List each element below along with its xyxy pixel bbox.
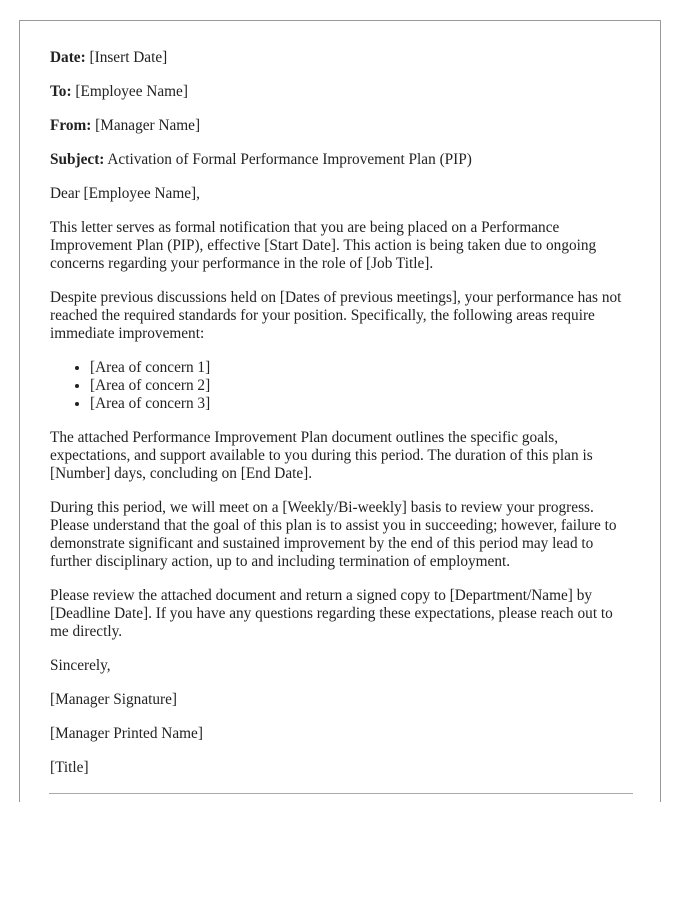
sign-off: Sincerely, — [50, 657, 111, 674]
paragraph-notification: This letter serves as formal notification that you are being placed on a Performance Improvement Plan (PIP), effective [Start Date]. This action is being taken due to ongoing concerns regarding your performance in the role of [Job Title]. — [50, 219, 597, 272]
list-item: • [Area of concern 1] — [90, 359, 635, 377]
paragraph-plan-details: The attached Performance Improvement Plan document outlines the specific goals, expectations, and support available to you during this period. The duration of this plan is [Number] days, concluding on [End Date]. — [50, 429, 593, 482]
subject-label: Subject: — [50, 151, 105, 168]
from-value: [Manager Name] — [95, 117, 201, 134]
from-line — [50, 117, 635, 135]
from-label: From: — [50, 117, 92, 134]
date-value: [Insert Date] — [89, 49, 168, 66]
subject-line — [50, 151, 635, 169]
footer-divider — [49, 793, 633, 794]
date-line — [50, 49, 635, 67]
paragraph-meetings: During this period, we will meet on a [Weekly/Bi-weekly] basis to review your progress. Please understand that the goal of this plan is to assist you in succeeding; however, failure to demonstrate significant and sustained improvement by the end of this period may lead to further disciplinary action, up to and including termination of employment. — [50, 499, 617, 570]
signature: [Manager Signature] — [50, 691, 177, 708]
subject-value: Activation of Formal Performance Improvement Plan (PIP) — [107, 151, 472, 168]
greeting: Dear [Employee Name], — [50, 185, 200, 202]
to-value: [Employee Name] — [75, 83, 188, 100]
printed-name: [Manager Printed Name] — [50, 725, 203, 742]
paragraph-instructions: Please review the attached document and return a signed copy to [Department/Name] by [Deadline Date]. If you have any questions regarding these expectations, please reach out to me directly. — [50, 587, 613, 640]
to-line — [50, 83, 635, 101]
concerns-list — [50, 359, 635, 413]
list-item: • [Area of concern 3] — [90, 395, 635, 413]
date-label: Date: — [50, 49, 86, 66]
to-label: To: — [50, 83, 72, 100]
paragraph-concerns-intro: Despite previous discussions held on [Dates of previous meetings], your performance has not reached the required standards for your position. Specifically, the following areas require immediate improvement: — [50, 289, 622, 342]
signer-title: [Title] — [50, 759, 89, 776]
list-item: • [Area of concern 2] — [90, 377, 635, 395]
letter-page — [19, 20, 661, 802]
letter-content — [50, 49, 635, 793]
